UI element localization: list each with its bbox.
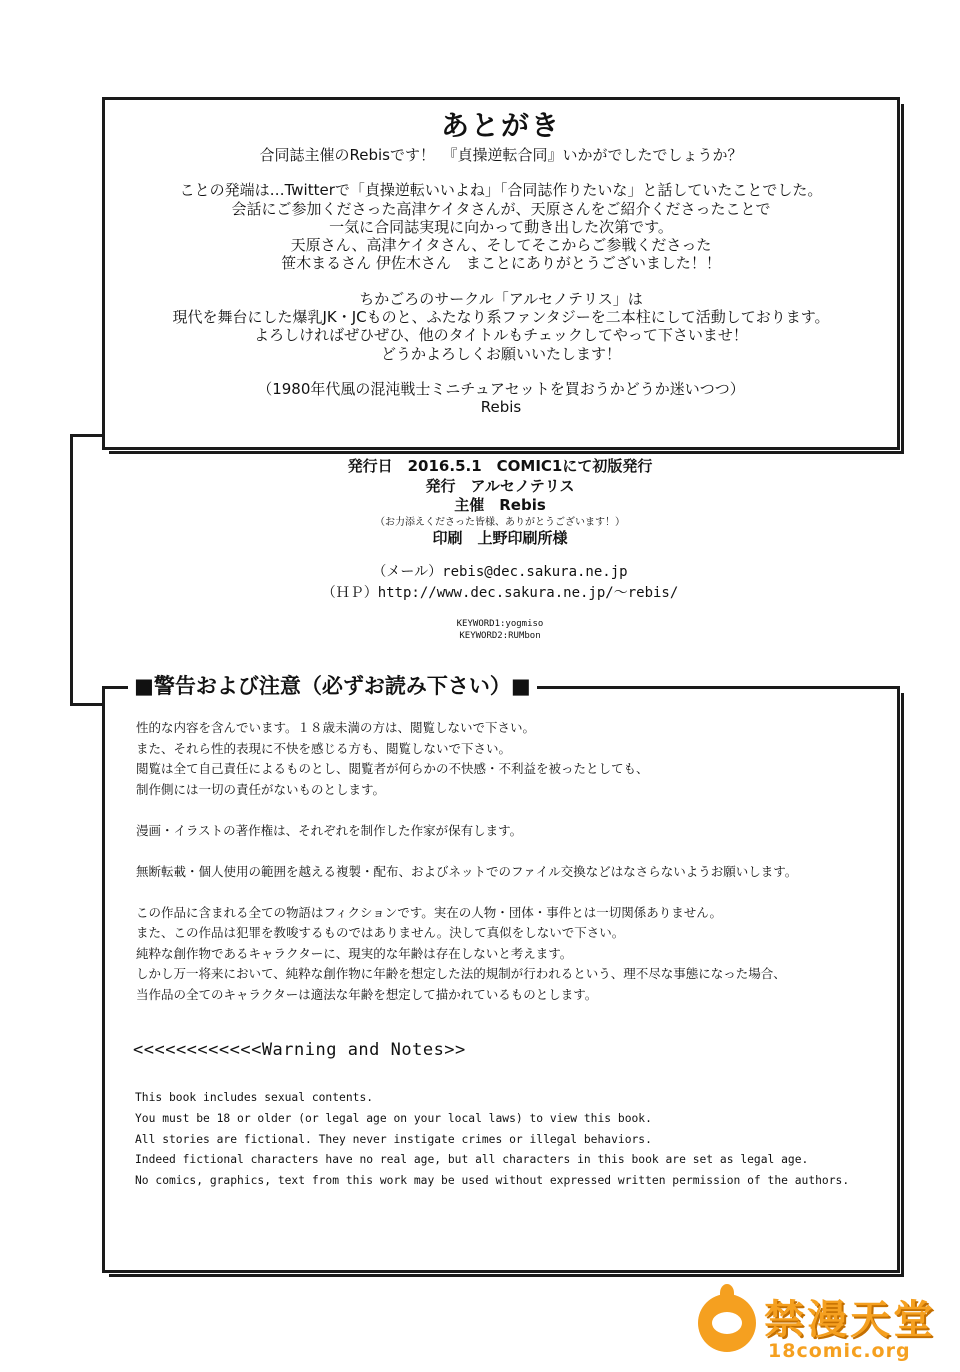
english-warning-line: Indeed fictional characters have no real age, but all characters in this book are set as legal age. [135, 1153, 809, 1167]
colophon-spacer [240, 548, 760, 562]
warning-paragraph [136, 862, 876, 883]
afterword-paragraph [102, 290, 900, 363]
afterword-line: 天原さん、高津ケイタさん、そしてそこからご参戦くださった [290, 236, 712, 255]
warning-line: 当作品の全てのキャラクターは適法な年齢を想定して描かれているものとします。 [136, 986, 598, 1002]
afterword-line: ことの発端は…Twitterで「貞操逆転いいよね」「合同誌作りたいな」と話していたことでした。 [179, 181, 823, 200]
colophon-printer: 印刷 上野印刷所様 [432, 528, 568, 547]
warning-line: 制作側には一切の責任がないものとします。 [136, 781, 386, 797]
warning-line: 閲覧は全て自己責任によるものとし、閲覧者が何らかの不快感・不利益を被ったとしても、 [136, 761, 649, 776]
warning-paragraph [136, 821, 876, 842]
english-warning-title: <<<<<<<<<<<<Warning and Notes>> [133, 1040, 466, 1060]
colophon-spacer [240, 604, 760, 618]
afterword-line: よろしければぜひぜひ、他のタイトルもチェックしてやって下さいませ！ [254, 326, 748, 345]
warning-line: 純粋な創作物であるキャラクターに、現実的な年齢は存在しないと考えます。 [136, 945, 573, 961]
colophon-thanks: （お力添えくださった皆様、ありがとうございます！） [375, 516, 625, 528]
afterword-body [102, 146, 900, 417]
frame-connector-bottom [70, 703, 103, 706]
afterword-line: 笹木まるさん 伊佐木さん まことにありがとうございました！！ [281, 254, 721, 273]
mascot-icon [698, 1294, 756, 1352]
colophon-keyword2: KEYWORD2:RUMbon [459, 631, 541, 641]
afterword-line: ちかごろのサークル「アルセノテリス」は [359, 289, 643, 308]
colophon-publisher: 発行 アルセノテリス [425, 476, 575, 495]
afterword-line: （1980年代風の混沌戦士ミニチュアセットを買おうかどうか迷いつつ） [257, 379, 745, 398]
watermark-url: 18comic.org [768, 1340, 911, 1362]
afterword-paragraph [102, 380, 900, 417]
colophon-mail: （メール）rebis@dec.sakura.ne.jp [372, 564, 628, 580]
frame-connector [70, 434, 73, 704]
afterword-title: あとがき [440, 109, 561, 142]
afterword-line: どうかよろしくお願いいたします！ [380, 344, 621, 363]
warning-line: また、それら性的表現に不快を感じる方も、閲覧しないで下さい。 [136, 740, 512, 756]
warning-line: しかし万一将来において、純粋な創作物に年齢を想定した法的規制が行われるという、理不尽な事態になった場合、 [136, 966, 786, 981]
afterword-line: 合同誌主催のRebisです！ 『貞操逆転合同』いかがでしたでしょうか？ [259, 146, 743, 164]
warning-line: 漫画・イラストの著作権は、それぞれを制作した作家が保有します。 [136, 822, 523, 838]
english-warning-line: You must be 18 or older (or legal age on your local laws) to view this book. [135, 1111, 652, 1125]
warning-line: また、この作品は犯罪を教唆するものではありません。決して真似をしないで下さい。 [136, 925, 625, 940]
afterword-signature: Rebis [480, 398, 522, 417]
afterword-line: 会話にご参加くださった高津ケイタさんが、天原さんをご紹介くださったことで [231, 199, 771, 218]
english-warning-line: No comics, graphics, text from this work may be used without expressed written permission of the authors. [135, 1174, 850, 1188]
warning-paragraph [136, 718, 876, 800]
english-warning-line: This book includes sexual contents. [135, 1091, 374, 1104]
english-warning-body [135, 1088, 875, 1192]
colophon-keyword1: KEYWORD1:yogmiso [456, 619, 544, 629]
watermark-brand: 禁漫天堂 [764, 1297, 936, 1343]
english-warning-line: All stories are fictional. They never instigate crimes or illegal behaviors. [135, 1132, 652, 1146]
colophon [240, 457, 760, 642]
afterword-line: 現代を舞台にした爆乳JK・JCものと、ふたなり系ファンタジーを二本柱にして活動しております。 [172, 308, 830, 327]
warning-line: 無断転載・個人使用の範囲を越える複製・配布、およびネットでのファイル交換などはなさらないようお願いします。 [136, 863, 798, 879]
colophon-organizer: 主催 Rebis [454, 496, 546, 514]
afterword-paragraph [102, 181, 900, 272]
colophon-homepage: （ＨＰ）http://www.dec.sakura.ne.jp/～rebis/ [321, 585, 679, 601]
warning-line: 性的な内容を含んでいます。１８歳未満の方は、閲覧しないで下さい。 [136, 720, 536, 735]
warning-paragraph [136, 903, 876, 1006]
warning-line: この作品に含まれる全ての物語はフィクションです。実在の人物・団体・事件とは一切関係ありません。 [136, 904, 723, 920]
afterword-line: 一気に合同誌実現に向かって動き出した次第です。 [329, 217, 673, 236]
warning-body [136, 718, 876, 1026]
afterword-paragraph [102, 146, 900, 164]
warning-title: ■警告および注意（必ずお読み下さい）■ [128, 670, 537, 700]
watermark-logo [698, 1286, 936, 1366]
frame-connector-top [70, 434, 103, 437]
colophon-issue-date: 発行日 2016.5.1 COMIC1にて初版発行 [347, 457, 653, 475]
